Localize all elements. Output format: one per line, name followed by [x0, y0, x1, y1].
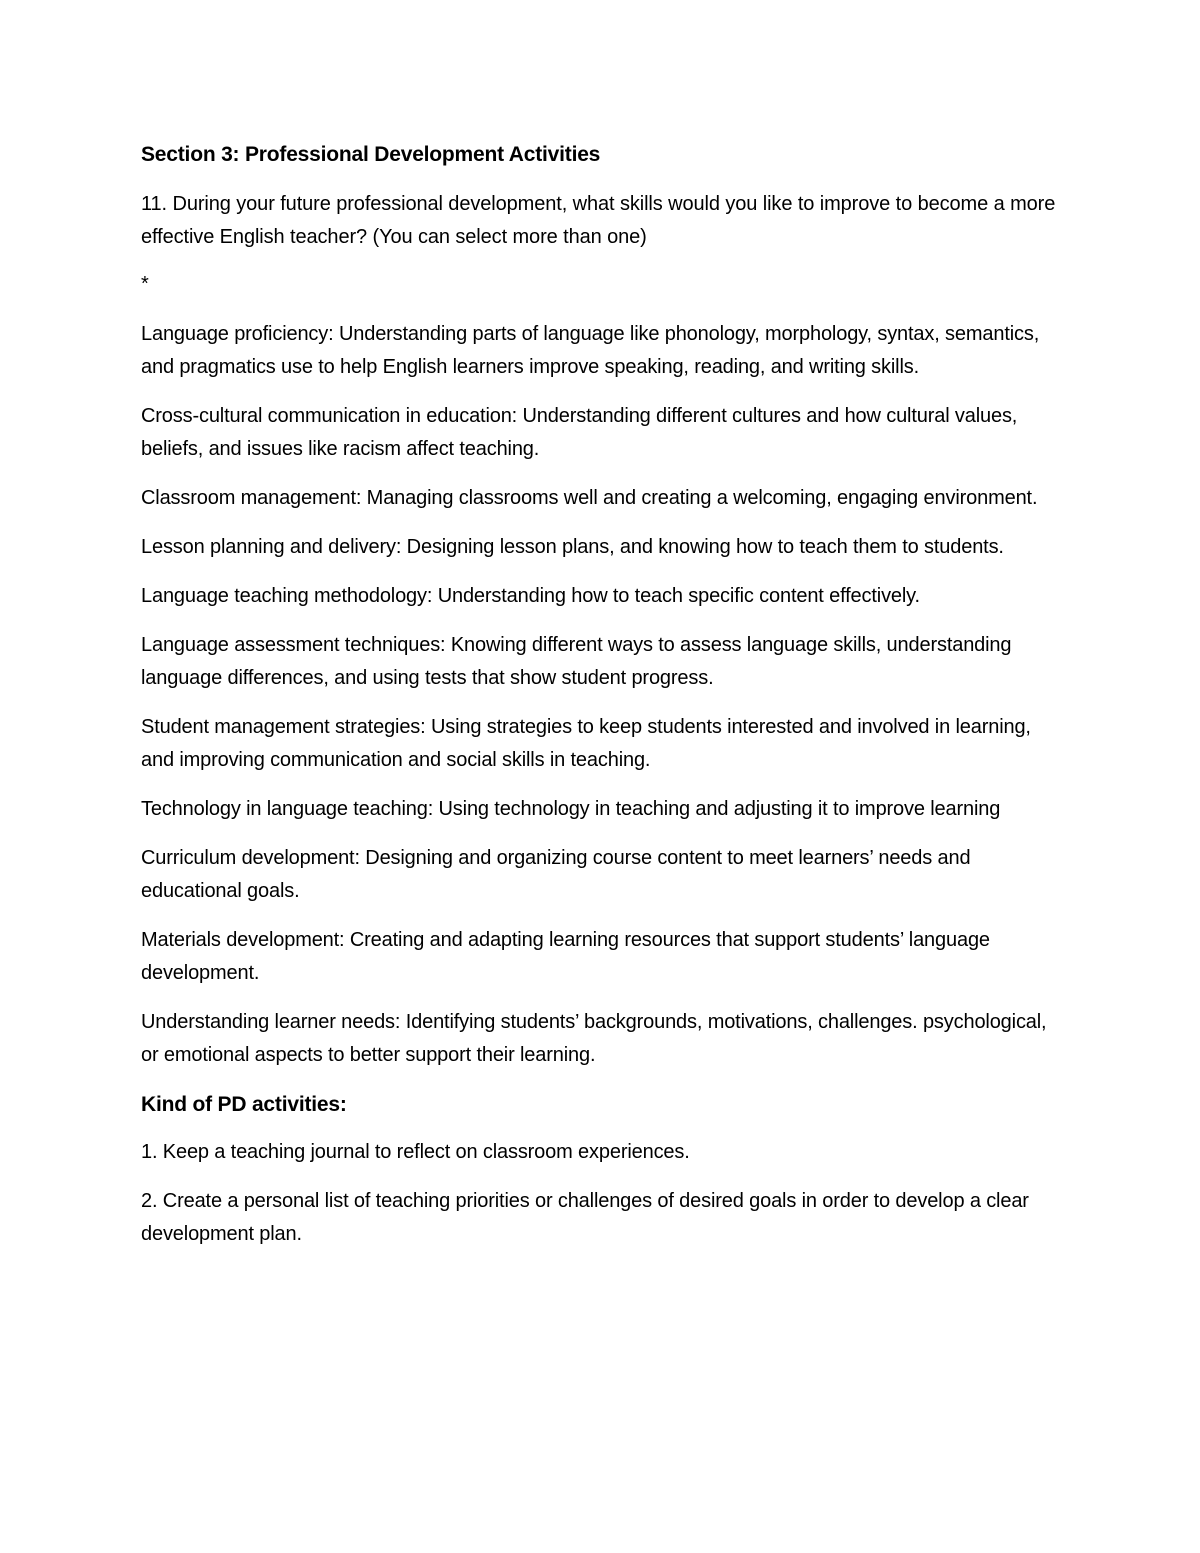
- skill-option: Technology in language teaching: Using technology in teaching and adjusting it to improve learning: [141, 798, 1001, 820]
- question-text: 11. During your future professional development, what skills would you like to improve to become a more effective English teacher? (You can select more than one): [141, 193, 1056, 248]
- document-page: [141, 138, 1061, 1267]
- required-marker: *: [141, 273, 149, 295]
- skill-option: Materials development: Creating and adapting learning resources that support students’ language development.: [141, 929, 990, 984]
- section-title: Section 3: Professional Development Activities: [141, 143, 601, 166]
- activity-item: 2. Create a personal list of teaching priorities or challenges of desired goals in order to develop a clear development plan.: [141, 1190, 1029, 1245]
- skill-option: Classroom management: Managing classrooms well and creating a welcoming, engaging environment.: [141, 487, 1038, 509]
- skill-option: Lesson planning and delivery: Designing lesson plans, and knowing how to teach them to students.: [141, 536, 1004, 558]
- skill-option: Student management strategies: Using strategies to keep students interested and involved in learning, and improving communication and social skills in teaching.: [141, 716, 1031, 771]
- skill-option: Cross-cultural communication in education: Understanding different cultures and how cultural values, beliefs, and issues like racism affect teaching.: [141, 405, 1018, 460]
- skill-option: Curriculum development: Designing and organizing course content to meet learners’ needs and educational goals.: [141, 847, 971, 902]
- skill-option: Language assessment techniques: Knowing different ways to assess language skills, understanding language differences, and using tests that show student progress.: [141, 634, 1012, 689]
- activity-item: 1. Keep a teaching journal to reflect on classroom experiences.: [141, 1141, 690, 1163]
- activities-heading: Kind of PD activities:: [141, 1093, 347, 1116]
- skill-option: Understanding learner needs: Identifying students’ backgrounds, motivations, challenges. psychological, or emotional aspects to better support their learning.: [141, 1011, 1047, 1066]
- skill-option: Language teaching methodology: Understanding how to teach specific content effectively.: [141, 585, 920, 607]
- skill-option: Language proficiency: Understanding parts of language like phonology, morphology, syntax, semantics, and pragmatics use to help English learners improve speaking, reading, and writing skills.: [141, 323, 1040, 378]
